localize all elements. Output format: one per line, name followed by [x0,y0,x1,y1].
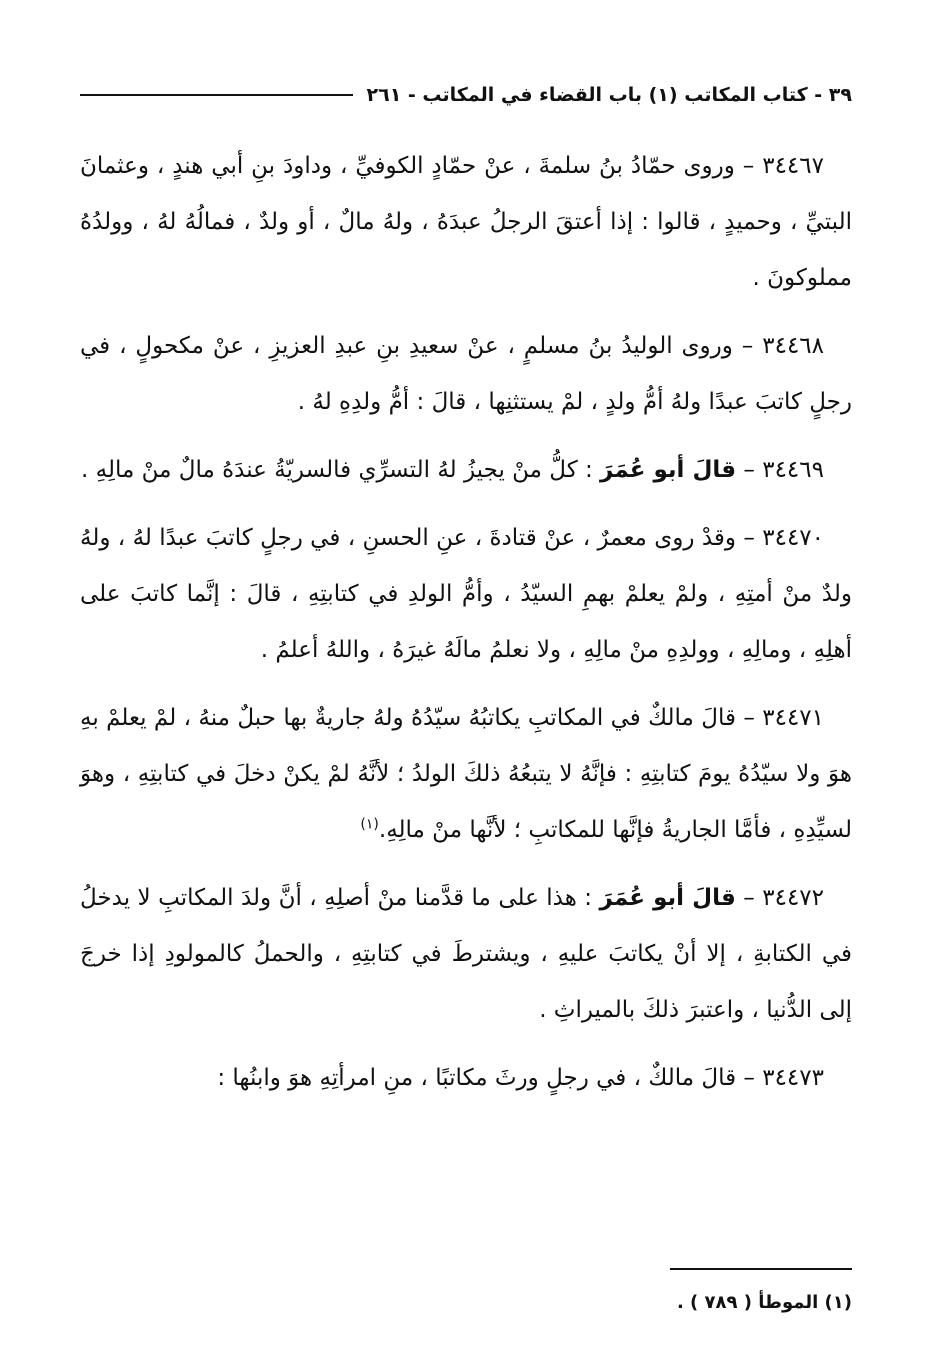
speaker-name: قالَ أبو عُمَرَ [599,885,736,911]
paragraph-number: ٣٤٤٧١ [762,705,825,731]
footnote-marker[interactable]: (١) [360,816,379,833]
speaker-name: قالَ أبو عُمَرَ [600,457,737,483]
paragraph-number: ٣٤٤٧٠ [762,525,825,551]
header-rule [80,94,353,96]
paragraph-text: وروى الوليدُ بنُ مسلمٍ ، عنْ سعيدِ بنِ عبدِ العزيزِ ، عنْ مكحولٍ ، في رجلٍ كاتبَ عبدًا ولهُ أمُّ ولدٍ ، لمْ يستثنِها ، قالَ : أمُّ ولدِهِ لهُ . [80,333,852,415]
running-header [80,78,852,112]
paragraph-34468: ٣٤٤٦٨ – وروى الوليدُ بنُ مسلمٍ ، عنْ سعيدِ بنِ عبدِ العزيزِ ، عنْ مكحولٍ ، في رجلٍ كاتبَ عبدًا ولهُ أمُّ ولدٍ ، لمْ يستثنِها ، قالَ : أمُّ ولدِهِ لهُ . [80,333,852,415]
paragraph-text: قالَ مالكٌ ، في رجلٍ ورثَ مكاتبًا ، منِ امرأتِهِ هوَ وابنُها : [217,1065,737,1091]
footnote-rule [670,1268,852,1270]
paragraph-text: : هذا على ما قدَّمنا منْ أصلِهِ ، أنَّ ولدَ المكاتبِ لا يدخلُ في الكتابةِ ، إلا أنْ يكاتبَ عليهِ ، ويشترطَ في كتابتِهِ ، والحملُ كالمولودِ إذا خرجَ إلى الدُّنيا ، واعتبرَ ذلكَ بالميراثِ . [80,885,852,1023]
paragraph-number: ٣٤٤٦٨ [762,333,825,359]
paragraph-34473: ٣٤٤٧٣ – قالَ مالكٌ ، في رجلٍ ورثَ مكاتبًا ، منِ امرأتِهِ هوَ وابنُها : [217,1065,824,1091]
paragraph-text: وروى حمّادُ بنُ سلمةَ ، عنْ حمّادٍ الكوفيِّ ، وداودَ بنِ أبي هندٍ ، وعثمانَ البتيِّ ، وحميدٍ ، قالوا : إذا أعتقَ الرجلُ عبدَهُ ، ولهُ مالٌ ، أو ولدٌ ، فمالُهُ لهُ ، وولدُهُ مملوكونَ . [80,153,852,291]
footnote: (١) الموطأ ( ٧٨٩ ) . [676,1292,852,1313]
paragraph-text: : كلُّ منْ يجيزُ لهُ التسرِّي فالسريّةُ عندَهُ مالٌ منْ مالِهِ . [81,457,593,483]
paragraph-number: ٣٤٤٦٩ [762,457,824,483]
header-title: ٣٩ - كتاب المكاتب (١) باب القضاء في المكاتب - ٢٦١ [366,84,852,106]
paragraph-34467: ٣٤٤٦٧ – وروى حمّادُ بنُ سلمةَ ، عنْ حمّادٍ الكوفيِّ ، وداودَ بنِ أبي هندٍ ، وعثمانَ البتيِّ ، وحميدٍ ، قالوا : إذا أعتقَ الرجلُ عبدَهُ ، ولهُ مالٌ ، أو ولدٌ ، فمالُهُ لهُ ، وولدُهُ مملوكونَ . [80,153,852,291]
paragraph-34469: ٣٤٤٦٩ – قالَ أبو عُمَرَ : كلُّ منْ يجيزُ لهُ التسرِّي فالسريّةُ عندَهُ مالٌ منْ مالِهِ . [81,457,824,483]
paragraph-number: ٣٤٤٦٧ [762,153,824,179]
paragraph-34470: ٣٤٤٧٠ – وقدْ روى معمرٌ ، عنْ قتادةَ ، عنِ الحسنِ ، في رجلٍ كاتبَ عبدًا لهُ ، ولهُ ولدٌ منْ أمتِهِ ، ولمْ يعلمْ بهمِ السيّدُ ، وأمُّ الولدِ في كتابتِهِ ، قالَ : إنَّما كاتبَ على أهلِهِ ، ومالِهِ ، وولدِهِ منْ مالِهِ ، ولا نعلمُ مالَهُ غيرَهُ ، واللهُ أعلمُ . [80,525,852,663]
main-text [80,138,852,1118]
paragraph-34472: ٣٤٤٧٢ – قالَ أبو عُمَرَ : هذا على ما قدَّمنا منْ أصلِهِ ، أنَّ ولدَ المكاتبِ لا يدخلُ في الكتابةِ ، إلا أنْ يكاتبَ عليهِ ، ويشترطَ في كتابتِهِ ، والحملُ كالمولودِ إذا خرجَ إلى الدُّنيا ، واعتبرَ ذلكَ بالميراثِ . [80,885,852,1023]
paragraph-text: قالَ مالكٌ في المكاتبِ يكاتبُهُ سيّدُهُ ولهُ جاريةٌ بها حبلٌ منهُ ، لمْ يعلمْ بهِ هوَ ولا سيّدُهُ يومَ كتابتِهِ : فإنَّهُ لا يتبعُهُ ذلكَ الولدُ ؛ لأنَّهُ لمْ يكنْ دخلَ في كتابتِهِ ، وهوَ لسيِّدِهِ ، فأمَّا الجاريةُ فإنَّها للمكاتبِ ؛ لأنَّها منْ مالِهِ. [80,705,852,843]
paragraph-34471: ٣٤٤٧١ – قالَ مالكٌ في المكاتبِ يكاتبُهُ سيّدُهُ ولهُ جاريةٌ بها حبلٌ منهُ ، لمْ يعلمْ بهِ هوَ ولا سيّدُهُ يومَ كتابتِهِ : فإنَّهُ لا يتبعُهُ ذلكَ الولدُ ؛ لأنَّهُ لمْ يكنْ دخلَ في كتابتِهِ ، وهوَ لسيِّدِهِ ، فأمَّا الجاريةُ فإنَّها للمكاتبِ ؛ لأنَّها منْ مالِهِ.$^{(١)}$ [80,705,852,843]
paragraph-number: ٣٤٤٧٣ [762,1065,824,1091]
paragraph-number: ٣٤٤٧٢ [762,885,825,911]
paragraph-text: وقدْ روى معمرٌ ، عنْ قتادةَ ، عنِ الحسنِ ، في رجلٍ كاتبَ عبدًا لهُ ، ولهُ ولدٌ منْ أمتِهِ ، ولمْ يعلمْ بهمِ السيّدُ ، وأمُّ الولدِ في كتابتِهِ ، قالَ : إنَّما كاتبَ على أهلِهِ ، ومالِهِ ، وولدِهِ منْ مالِهِ ، ولا نعلمُ مالَهُ غيرَهُ ، واللهُ أعلمُ . [80,525,852,663]
